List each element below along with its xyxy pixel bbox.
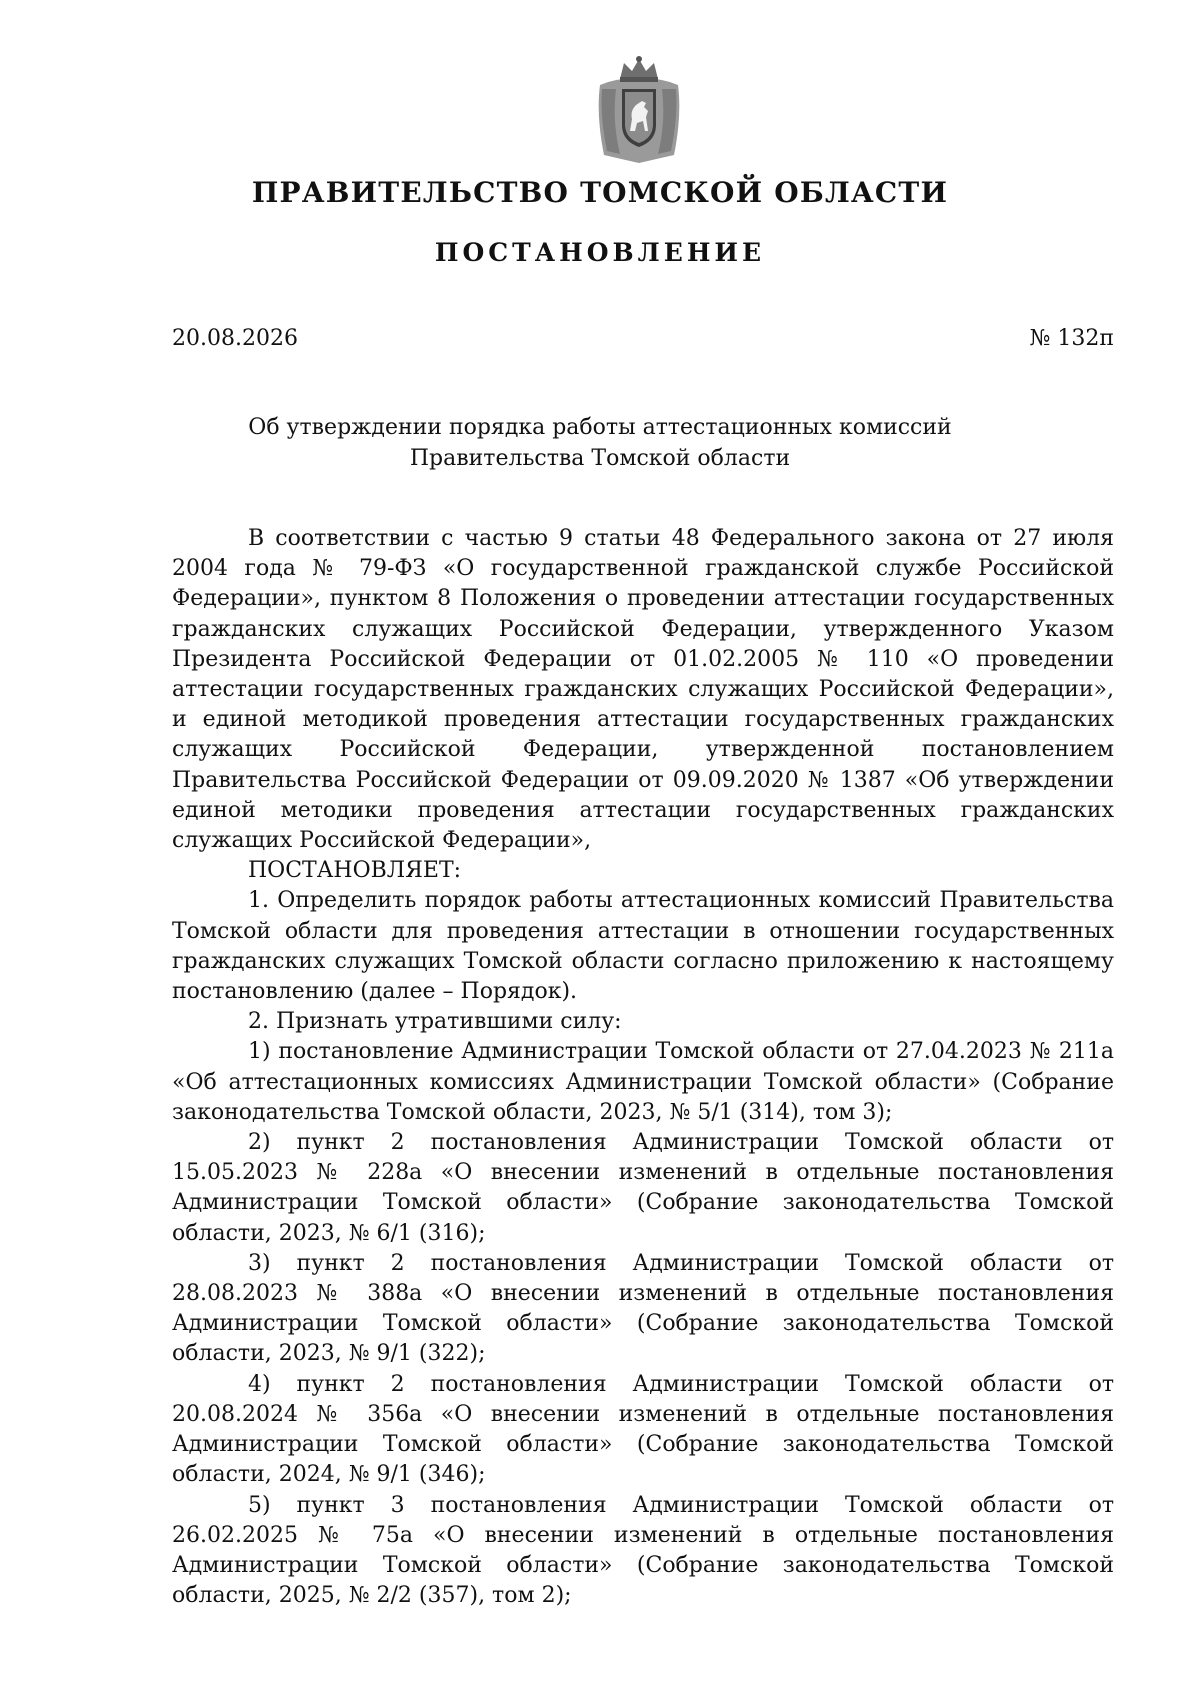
item-1-paragraph: 1. Определить порядок работы аттестационных комиссий Правительства Томской области для проведения аттестации в отношении государственных гражданских служащих Томской области согласно приложению к настоящему постановлению (далее – Порядок). [172, 888, 1114, 1005]
document-number: № 132п [1029, 326, 1114, 351]
subject-line-2: Правительства Томской области [409, 446, 791, 471]
sub-item-paragraph: 4) пункт 2 постановления Администрации Томской области от 20.08.2024 № 356а «О внесении изменений в отдельные постановления Администрации Томской области» (Собрание законодательства Томской области, 2024, № 9/1 (346); [172, 1371, 1114, 1488]
sub-item-paragraph: 5) пункт 3 постановления Администрации Томской области от 26.02.2025 № 75а «О внесении изменений в отдельные постановления Администрации Томской области» (Собрание законодательства Томской области, 2025, № 2/2 (357), том 2); [172, 1492, 1114, 1609]
document-type-title: ПОСТАНОВЛЕНИЕ [434, 238, 766, 267]
sub-item-paragraph: 3) пункт 2 постановления Администрации Томской области от 28.08.2023 № 388а «О внесении изменений в отдельные постановления Администрации Томской области» (Собрание законодательства Томской области, 2023, № 9/1 (322); [172, 1250, 1114, 1367]
tomsk-oblast-coat-of-arms-icon [590, 55, 688, 165]
sub-item-paragraph: 2) пункт 2 постановления Администрации Томской области от 15.05.2023 № 228а «О внесении изменений в отдельные постановления Администрации Томской области» (Собрание законодательства Томской области, 2023, № 6/1 (316); [172, 1130, 1114, 1246]
resolves-heading: ПОСТАНОВЛЯЕТ: [248, 858, 462, 884]
item-2-paragraph: 2. Признать утратившими силу: [248, 1009, 622, 1035]
sub-item-paragraph: 1) постановление Администрации Томской области от 27.04.2023 № 211а «Об аттестационных комиссиях Администрации Томской области» (Собрание законодательства Томской области, 2023, № 5/1 (314), том 3); [172, 1039, 1114, 1125]
document-subject [0, 412, 1200, 474]
subject-line-1: Об утверждении порядка работы аттестационных комиссий [248, 415, 952, 440]
organization-title: ПРАВИТЕЛЬСТВО ТОМСКОЙ ОБЛАСТИ [251, 176, 949, 209]
document-date: 20.08.2026 [172, 326, 298, 351]
preamble-paragraph: В соответствии с частью 9 статьи 48 Федерального закона от 27 июля 2004 года № 79-ФЗ «О государственной гражданской службе Российской Федерации», пунктом 8 Положения о проведении аттестации государственных гражданских служащих Российской Федерации, утвержденного Указом Президента Российской Федерации от 01.02.2005 № 110 «О проведении аттестации государственных гражданских служащих Российской Федерации», и единой методикой проведения аттестации государственных гражданских служащих Российской Федерации, утвержденной постановлением Правительства Российской Федерации от 09.09.2020 № 1387 «Об утверждении единой методики проведения аттестации государственных гражданских служащих Российской Федерации», [172, 526, 1114, 854]
document-body [172, 524, 1114, 1611]
